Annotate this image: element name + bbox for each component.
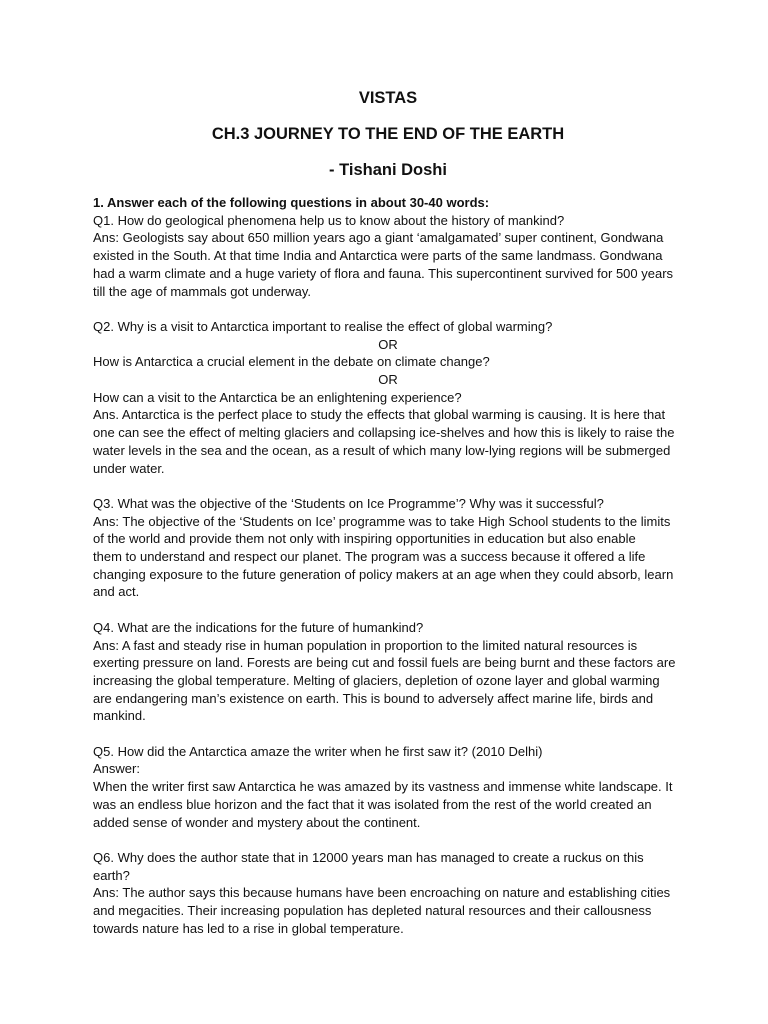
q1-question: Q1. How do geological phenomena help us to know about the history of mankind? bbox=[93, 212, 565, 228]
q1-answer-line: till the age of mammals got underway. bbox=[93, 283, 311, 299]
q3-answer-line: and act. bbox=[93, 584, 140, 600]
q1-answer-line: existed in the South. At that time India and Antarctica were parts of the same landmass. Gondwana bbox=[93, 248, 663, 264]
author-name: - Tishani Doshi bbox=[329, 161, 447, 179]
q2-or-separator: OR bbox=[378, 336, 398, 352]
q4-answer-line: exerting pressure on land. Forests are being cut and fossil fuels are being burnt and these factors are bbox=[93, 655, 676, 671]
q2-answer-line: one can see the effect of melting glaciers and collapsing ice-shelves and how this is likely to raise the bbox=[93, 425, 675, 441]
q2-answer-line: under water. bbox=[93, 460, 165, 476]
q3-answer-line: them to understand and respect our planet. The program was a success because it offered a life bbox=[93, 549, 646, 565]
q3-answer-line: of the world and provide them not only with inspiring opportunities in education but also enable bbox=[93, 531, 636, 547]
q2-question-c: How can a visit to the Antarctica be an enlightening experience? bbox=[93, 389, 462, 405]
q5-answer-line: was an endless blue horizon and the fact that it was isolated from the rest of the world created an bbox=[93, 796, 652, 812]
q6-question-line: earth? bbox=[93, 867, 130, 883]
paragraph-gap bbox=[93, 300, 683, 318]
q2-question-b: How is Antarctica a crucial element in the debate on climate change? bbox=[93, 354, 490, 370]
q6-question-line: Q6. Why does the author state that in 12000 years man has managed to create a ruckus on this bbox=[93, 849, 644, 865]
q3-answer-line: changing exposure to the future generation of policy makers at an age when they could absorb, learn bbox=[93, 566, 674, 582]
q6-answer-line: and megacities. Their increasing population has depleted natural resources and their callousness bbox=[93, 903, 652, 919]
paragraph-gap bbox=[93, 725, 683, 743]
q5-answer-label: Answer: bbox=[93, 761, 140, 777]
q3-question: Q3. What was the objective of the ‘Students on Ice Programme’? Why was it successful? bbox=[93, 495, 604, 511]
q4-answer-line: are endangering man’s existence on earth. This is bound to adversely affect marine life, birds and bbox=[93, 690, 654, 706]
q4-question: Q4. What are the indications for the future of humankind? bbox=[93, 619, 424, 635]
document-page bbox=[93, 88, 683, 937]
q5-answer-line: added sense of wonder and mystery about the continent. bbox=[93, 814, 421, 830]
document-title: VISTAS bbox=[358, 89, 418, 107]
section-heading: 1. Answer each of the following questions in about 30-40 words: bbox=[93, 195, 490, 210]
q2-question-a: Q2. Why is a visit to Antarctica important to realise the effect of global warming? bbox=[93, 318, 553, 334]
q4-answer-line: Ans: A fast and steady rise in human population in proportion to the limited natural resources is bbox=[93, 637, 638, 653]
paragraph-gap bbox=[93, 831, 683, 849]
q6-answer-line: Ans: The author says this because humans have been encroaching on nature and establishing cities bbox=[93, 885, 671, 901]
q6-answer-line: towards nature has led to a rise in global temperature. bbox=[93, 920, 404, 936]
chapter-title: CH.3 JOURNEY TO THE END OF THE EARTH bbox=[211, 125, 565, 143]
q1-answer-line: Ans: Geologists say about 650 million years ago a giant ‘amalgamated’ super continent, Gondwana bbox=[93, 230, 664, 246]
paragraph-gap bbox=[93, 477, 683, 495]
q4-answer-line: mankind. bbox=[93, 708, 146, 724]
q1-answer-line: had a warm climate and a huge variety of flora and fauna. This supercontinent survived for 500 years bbox=[93, 265, 674, 281]
q2-answer-line: water levels in the sea and the ocean, as a result of which many low-lying regions will be submerged bbox=[93, 442, 671, 458]
paragraph-gap bbox=[93, 601, 683, 619]
q5-question: Q5. How did the Antarctica amaze the writer when he first saw it? (2010 Delhi) bbox=[93, 743, 543, 759]
q2-or-separator: OR bbox=[378, 372, 398, 388]
q2-answer-line: Ans. Antarctica is the perfect place to study the effects that global warming is causing. It is here that bbox=[93, 407, 666, 423]
q4-answer-line: increasing the global temperature. Melting of glaciers, depletion of ozone layer and global warming bbox=[93, 672, 660, 688]
document-body bbox=[93, 194, 683, 937]
q5-answer-line: When the writer first saw Antarctica he was amazed by its vastness and immense white landscape. It bbox=[93, 779, 673, 795]
q3-answer-line: Ans: The objective of the ‘Students on Ice’ programme was to take High School students to the limits bbox=[93, 513, 671, 529]
